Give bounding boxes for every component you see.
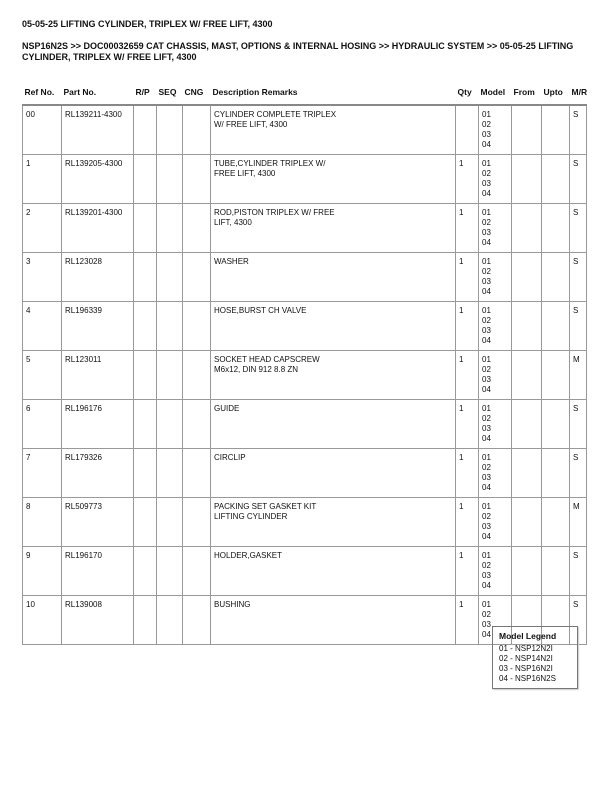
part-no-text: RL196170 xyxy=(65,551,102,560)
upto xyxy=(542,351,570,400)
ref-no-text: 6 xyxy=(26,404,31,413)
model-legend xyxy=(492,626,578,689)
model-code: 04 xyxy=(482,581,491,590)
model-code: 01 xyxy=(482,208,491,217)
description xyxy=(211,449,456,498)
cng xyxy=(183,155,211,204)
model xyxy=(479,449,512,498)
upto xyxy=(542,155,570,204)
description-text: CIRCLIP xyxy=(214,453,246,462)
model xyxy=(479,400,512,449)
rp xyxy=(134,547,157,596)
ref-no-text: 5 xyxy=(26,355,31,364)
ref-no xyxy=(23,596,62,645)
cng xyxy=(183,596,211,645)
model xyxy=(479,302,512,351)
qty xyxy=(456,400,479,449)
ref-no-text: 10 xyxy=(26,600,35,609)
qty-text: 1 xyxy=(459,257,464,266)
model-code: 01 xyxy=(482,600,491,609)
model-code: 02 xyxy=(482,414,491,423)
ref-no-text: 1 xyxy=(26,159,31,168)
mr-text: S xyxy=(573,306,579,315)
part-no-text: RL123011 xyxy=(65,355,102,364)
description-text: PACKING SET GASKET KIT xyxy=(214,502,317,511)
upto xyxy=(542,253,570,302)
upto xyxy=(542,498,570,547)
model-code: 02 xyxy=(482,120,491,129)
model-code: 03 xyxy=(482,228,491,237)
model-code: 01 xyxy=(482,453,491,462)
ref-no xyxy=(23,204,62,253)
ref-no xyxy=(23,302,62,351)
upto xyxy=(542,449,570,498)
qty-text: 1 xyxy=(459,551,464,560)
part-no xyxy=(62,596,134,645)
part-no-text: RL139211-4300 xyxy=(65,110,122,119)
model-code: 03 xyxy=(482,620,491,629)
legend-item: 03 - NSP16N2I xyxy=(499,664,553,673)
description-text: BUSHING xyxy=(214,600,251,609)
model-code: 02 xyxy=(482,169,491,178)
part-no-text: RL123028 xyxy=(65,257,102,266)
qty-text: 1 xyxy=(459,404,464,413)
mr-text: S xyxy=(573,257,579,266)
cng xyxy=(183,547,211,596)
from xyxy=(512,498,542,547)
ref-no xyxy=(23,155,62,204)
description xyxy=(211,596,456,645)
cng xyxy=(183,105,211,155)
model-code: 01 xyxy=(482,110,491,119)
seq xyxy=(157,302,183,351)
mr-text: S xyxy=(573,159,579,168)
from xyxy=(512,449,542,498)
mr-text: S xyxy=(573,208,579,217)
upto xyxy=(542,204,570,253)
ref-no xyxy=(23,400,62,449)
seq xyxy=(157,400,183,449)
description-text: TUBE,CYLINDER TRIPLEX W/ xyxy=(214,159,326,168)
remarks-text: M6x12, DIN 912 8.8 ZN xyxy=(214,365,299,374)
rp xyxy=(134,449,157,498)
description-text: HOSE,BURST CH VALVE xyxy=(214,306,307,315)
table-row xyxy=(23,253,587,302)
qty xyxy=(456,596,479,645)
mr xyxy=(570,302,587,351)
model-code: 04 xyxy=(482,287,491,296)
qty-text: 1 xyxy=(459,159,464,168)
model-code: 02 xyxy=(482,512,491,521)
cng xyxy=(183,204,211,253)
ref-no-text: 3 xyxy=(26,257,31,266)
seq xyxy=(157,351,183,400)
upto xyxy=(542,400,570,449)
ref-no xyxy=(23,498,62,547)
cng xyxy=(183,253,211,302)
part-no xyxy=(62,351,134,400)
seq xyxy=(157,253,183,302)
description-text: ROD,PISTON TRIPLEX W/ FREE xyxy=(214,208,335,217)
seq xyxy=(157,596,183,645)
model xyxy=(479,547,512,596)
mr xyxy=(570,253,587,302)
legend-item: 01 - NSP12N2I xyxy=(499,644,553,653)
seq xyxy=(157,498,183,547)
description-text: CYLINDER COMPLETE TRIPLEX xyxy=(214,110,337,119)
table-row xyxy=(23,302,587,351)
upto xyxy=(542,105,570,155)
table-row xyxy=(23,155,587,204)
mr-text: S xyxy=(573,404,579,413)
rp xyxy=(134,253,157,302)
mr xyxy=(570,498,587,547)
part-no-text: RL139205-4300 xyxy=(65,159,123,168)
qty xyxy=(456,302,479,351)
rp xyxy=(134,351,157,400)
qty-text: 1 xyxy=(459,355,464,364)
remarks-text: W/ FREE LIFT, 4300 xyxy=(214,120,288,129)
mr-text: M xyxy=(573,355,580,364)
model-code: 04 xyxy=(482,434,491,443)
model-code: 02 xyxy=(482,267,491,276)
model-code: 04 xyxy=(482,140,491,149)
description xyxy=(211,204,456,253)
column-header: CNG xyxy=(183,86,211,105)
part-no xyxy=(62,400,134,449)
cng xyxy=(183,449,211,498)
cng xyxy=(183,351,211,400)
part-no xyxy=(62,547,134,596)
mr-text: M xyxy=(573,502,580,511)
mr xyxy=(570,449,587,498)
description xyxy=(211,547,456,596)
ref-no-text: 9 xyxy=(26,551,31,560)
column-header: Part No. xyxy=(62,86,134,105)
qty-text: 1 xyxy=(459,306,464,315)
qty xyxy=(456,351,479,400)
column-header: Model xyxy=(479,86,512,105)
table-row xyxy=(23,204,587,253)
seq xyxy=(157,547,183,596)
rp xyxy=(134,498,157,547)
table-row xyxy=(23,547,587,596)
model-code: 02 xyxy=(482,218,491,227)
upto xyxy=(542,302,570,351)
model xyxy=(479,253,512,302)
rp xyxy=(134,400,157,449)
seq xyxy=(157,155,183,204)
ref-no xyxy=(23,253,62,302)
qty xyxy=(456,547,479,596)
ref-no-text: 00 xyxy=(26,110,35,119)
model-code: 02 xyxy=(482,365,491,374)
description xyxy=(211,498,456,547)
model-code: 04 xyxy=(482,189,491,198)
mr xyxy=(570,155,587,204)
from xyxy=(512,155,542,204)
remarks-text: LIFT, 4300 xyxy=(214,218,252,227)
description xyxy=(211,351,456,400)
table-row xyxy=(23,351,587,400)
description xyxy=(211,155,456,204)
model-code: 03 xyxy=(482,179,491,188)
remarks-text: LIFTING CYLINDER xyxy=(214,512,288,521)
column-header: SEQ xyxy=(157,86,183,105)
rp xyxy=(134,155,157,204)
table-row xyxy=(23,105,587,155)
part-no-text: RL196176 xyxy=(65,404,102,413)
part-no xyxy=(62,155,134,204)
model-code: 02 xyxy=(482,561,491,570)
ref-no-text: 7 xyxy=(26,453,31,462)
cng xyxy=(183,302,211,351)
model-code: 01 xyxy=(482,159,491,168)
qty xyxy=(456,253,479,302)
column-header: Upto xyxy=(542,86,570,105)
ref-no xyxy=(23,105,62,155)
mr xyxy=(570,547,587,596)
rp xyxy=(134,105,157,155)
part-no xyxy=(62,498,134,547)
model xyxy=(479,155,512,204)
model-code: 03 xyxy=(482,375,491,384)
part-no xyxy=(62,449,134,498)
mr xyxy=(570,400,587,449)
model-code: 04 xyxy=(482,483,491,492)
part-no-text: RL179326 xyxy=(65,453,102,462)
column-header: Qty xyxy=(456,86,479,105)
breadcrumb: NSP16N2S >> DOC00032659 CAT CHASSIS, MAST, OPTIONS & INTERNAL HOSING >> HYDRAULIC SYSTEM >> 05-05-25 LIFTING CYLINDER, TRIPLEX W/ FREE LIFT, 4300 xyxy=(22,41,574,62)
qty xyxy=(456,155,479,204)
rp xyxy=(134,302,157,351)
description-text: HOLDER,GASKET xyxy=(214,551,283,560)
model xyxy=(479,498,512,547)
qty-text: 1 xyxy=(459,208,464,217)
seq xyxy=(157,204,183,253)
description xyxy=(211,253,456,302)
model-code: 01 xyxy=(482,306,491,315)
from xyxy=(512,253,542,302)
part-no xyxy=(62,105,134,155)
seq xyxy=(157,449,183,498)
qty-text: 1 xyxy=(459,453,464,462)
qty xyxy=(456,204,479,253)
from xyxy=(512,204,542,253)
model xyxy=(479,105,512,155)
from xyxy=(512,547,542,596)
qty xyxy=(456,498,479,547)
mr-text: S xyxy=(573,551,579,560)
description xyxy=(211,400,456,449)
mr xyxy=(570,105,587,155)
part-no-text: RL139201-4300 xyxy=(65,208,123,217)
model-code: 01 xyxy=(482,404,491,413)
description-text: SOCKET HEAD CAPSCREW xyxy=(214,355,320,364)
model xyxy=(479,351,512,400)
part-no xyxy=(62,204,134,253)
part-no xyxy=(62,302,134,351)
model-code: 01 xyxy=(482,355,491,364)
from xyxy=(512,400,542,449)
model-code: 04 xyxy=(482,630,491,639)
table-row xyxy=(23,449,587,498)
column-header: R/P xyxy=(134,86,157,105)
model-code: 01 xyxy=(482,257,491,266)
model-code: 03 xyxy=(482,130,491,139)
qty xyxy=(456,449,479,498)
parts-table xyxy=(22,86,587,645)
part-no-text: RL509773 xyxy=(65,502,102,511)
description xyxy=(211,105,456,155)
mr xyxy=(570,351,587,400)
model-code: 03 xyxy=(482,473,491,482)
model-code: 04 xyxy=(482,532,491,541)
rp xyxy=(134,204,157,253)
part-no xyxy=(62,253,134,302)
mr-text: S xyxy=(573,600,579,609)
description xyxy=(211,302,456,351)
model-code: 01 xyxy=(482,551,491,560)
description-text: WASHER xyxy=(214,257,249,266)
part-no-text: RL196339 xyxy=(65,306,102,315)
remarks-text: FREE LIFT, 4300 xyxy=(214,169,276,178)
table-row xyxy=(23,400,587,449)
legend-title: Model Legend xyxy=(499,631,557,641)
model-code: 03 xyxy=(482,522,491,531)
ref-no xyxy=(23,547,62,596)
model xyxy=(479,204,512,253)
model-code: 04 xyxy=(482,385,491,394)
column-header: Ref No. xyxy=(23,86,62,105)
model-code: 04 xyxy=(482,238,491,247)
seq xyxy=(157,105,183,155)
mr xyxy=(570,204,587,253)
model-code: 03 xyxy=(482,571,491,580)
from xyxy=(512,302,542,351)
ref-no-text: 4 xyxy=(26,306,31,315)
upto xyxy=(542,547,570,596)
column-header: Description Remarks xyxy=(211,86,456,105)
table-row xyxy=(23,498,587,547)
qty-text: 1 xyxy=(459,502,464,511)
model-code: 03 xyxy=(482,326,491,335)
mr-text: S xyxy=(573,110,579,119)
model-code: 02 xyxy=(482,463,491,472)
from xyxy=(512,351,542,400)
model-code: 02 xyxy=(482,316,491,325)
legend-item: 04 - NSP16N2S xyxy=(499,674,556,683)
model-code: 03 xyxy=(482,277,491,286)
column-header: From xyxy=(512,86,542,105)
model-code: 02 xyxy=(482,610,491,619)
mr-text: S xyxy=(573,453,579,462)
legend-item: 02 - NSP14N2I xyxy=(499,654,553,663)
ref-no-text: 2 xyxy=(26,208,31,217)
cng xyxy=(183,498,211,547)
qty xyxy=(456,105,479,155)
model-code: 04 xyxy=(482,336,491,345)
rp xyxy=(134,596,157,645)
model-code: 03 xyxy=(482,424,491,433)
ref-no-text: 8 xyxy=(26,502,31,511)
part-no-text: RL139008 xyxy=(65,600,102,609)
description-text: GUIDE xyxy=(214,404,240,413)
cng xyxy=(183,400,211,449)
model-code: 01 xyxy=(482,502,491,511)
ref-no xyxy=(23,351,62,400)
from xyxy=(512,105,542,155)
qty-text: 1 xyxy=(459,600,464,609)
column-header: M/R xyxy=(570,86,587,105)
page-title: 05-05-25 LIFTING CYLINDER, TRIPLEX W/ FREE LIFT, 4300 xyxy=(22,19,273,29)
ref-no xyxy=(23,449,62,498)
